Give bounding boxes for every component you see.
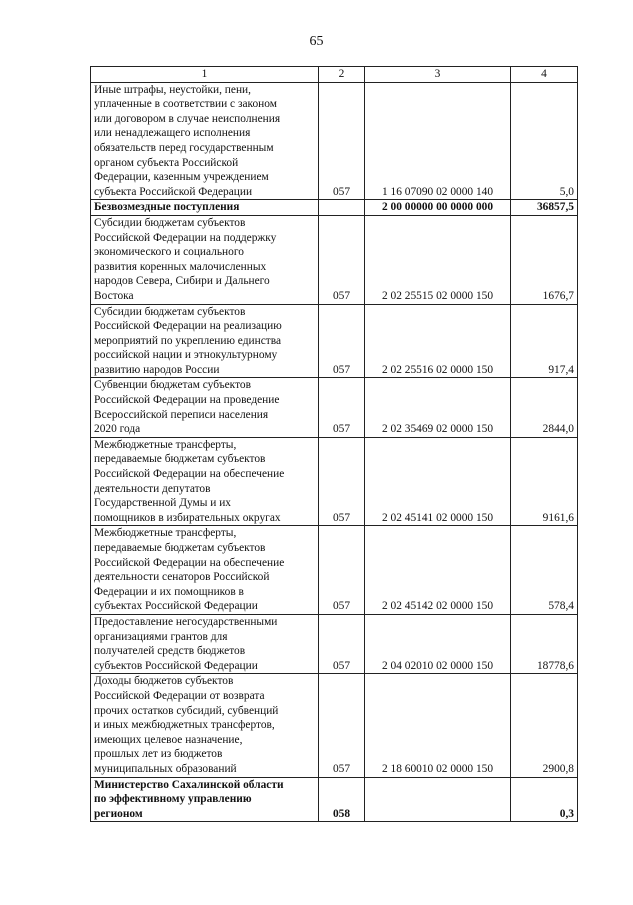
row-sum: 2844,0 <box>511 378 578 437</box>
column-header-1: 1 <box>91 67 319 83</box>
row-sum: 5,0 <box>511 82 578 200</box>
row-kbk: 2 00 00000 00 0000 000 <box>365 200 511 216</box>
row-code: 057 <box>319 674 365 777</box>
row-code: 058 <box>319 777 365 822</box>
row-name: Доходы бюджетов субъектов Российской Федерации от возврата прочих остатков субсидий, субвенций и иных межбюджетных трансфертов, имеющих целевое назначение, прошлых лет из бюджетов муниципальных образований <box>91 674 319 777</box>
table-row <box>91 215 578 304</box>
row-kbk: 2 18 60010 02 0000 150 <box>365 674 511 777</box>
page-number: 65 <box>309 34 324 49</box>
row-code <box>319 200 365 216</box>
row-code: 057 <box>319 304 365 378</box>
table-row-section <box>91 777 578 822</box>
row-name: Субсидии бюджетам субъектов Российской Федерации на поддержку экономического и социального развития коренных малочисленных народов Севера, Сибири и Дальнего Востока <box>91 215 319 304</box>
row-name: Иные штрафы, неустойки, пени, уплаченные в соответствии с законом или договором в случае неисполнения или ненадлежащего исполнения обязательств перед государственным органом субъекта Российской Федерации, казенным учреждением субъекта Российской Федерации <box>91 82 319 200</box>
row-name: Безвозмездные поступления <box>91 200 319 216</box>
row-kbk <box>365 777 511 822</box>
row-code: 057 <box>319 215 365 304</box>
table-header-row <box>91 67 578 83</box>
row-sum: 2900,8 <box>511 674 578 777</box>
row-sum: 18778,6 <box>511 614 578 673</box>
table-row <box>91 304 578 378</box>
table-row-section <box>91 200 578 216</box>
row-code: 057 <box>319 614 365 673</box>
row-code: 057 <box>319 378 365 437</box>
row-kbk: 2 04 02010 02 0000 150 <box>365 614 511 673</box>
row-name: Межбюджетные трансферты, передаваемые бюджетам субъектов Российской Федерации на обеспечение деятельности сенаторов Российской Федерации и их помощников в субъектах Российской Федерации <box>91 526 319 615</box>
table-row <box>91 674 578 777</box>
table-row <box>91 614 578 673</box>
row-sum: 36857,5 <box>511 200 578 216</box>
row-sum: 917,4 <box>511 304 578 378</box>
row-name: Межбюджетные трансферты, передаваемые бюджетам субъектов Российской Федерации на обеспечение деятельности депутатов Государственной Думы и их помощников в избирательных округах <box>91 437 319 526</box>
row-kbk: 1 16 07090 02 0000 140 <box>365 82 511 200</box>
table-row <box>91 437 578 526</box>
table-row <box>91 526 578 615</box>
row-kbk: 2 02 45141 02 0000 150 <box>365 437 511 526</box>
row-sum: 578,4 <box>511 526 578 615</box>
row-code: 057 <box>319 82 365 200</box>
row-name: Субвенции бюджетам субъектов Российской Федерации на проведение Всероссийской переписи населения 2020 года <box>91 378 319 437</box>
row-kbk: 2 02 35469 02 0000 150 <box>365 378 511 437</box>
table-row <box>91 82 578 200</box>
row-sum: 9161,6 <box>511 437 578 526</box>
revenue-table <box>90 66 578 822</box>
row-sum: 0,3 <box>511 777 578 822</box>
column-header-4: 4 <box>511 67 578 83</box>
row-kbk: 2 02 25516 02 0000 150 <box>365 304 511 378</box>
column-header-3: 3 <box>365 67 511 83</box>
row-kbk: 2 02 45142 02 0000 150 <box>365 526 511 615</box>
column-header-2: 2 <box>319 67 365 83</box>
row-sum: 1676,7 <box>511 215 578 304</box>
row-name: Субсидии бюджетам субъектов Российской Федерации на реализацию мероприятий по укреплению единства российской нации и этнокультурному развитию народов России <box>91 304 319 378</box>
row-code: 057 <box>319 526 365 615</box>
row-kbk: 2 02 25515 02 0000 150 <box>365 215 511 304</box>
row-code: 057 <box>319 437 365 526</box>
table-row <box>91 378 578 437</box>
row-name: Министерство Сахалинской области по эффективному управлению регионом <box>91 777 319 822</box>
row-name: Предоставление негосударственными организациями грантов для получателей средств бюджетов субъектов Российской Федерации <box>91 614 319 673</box>
